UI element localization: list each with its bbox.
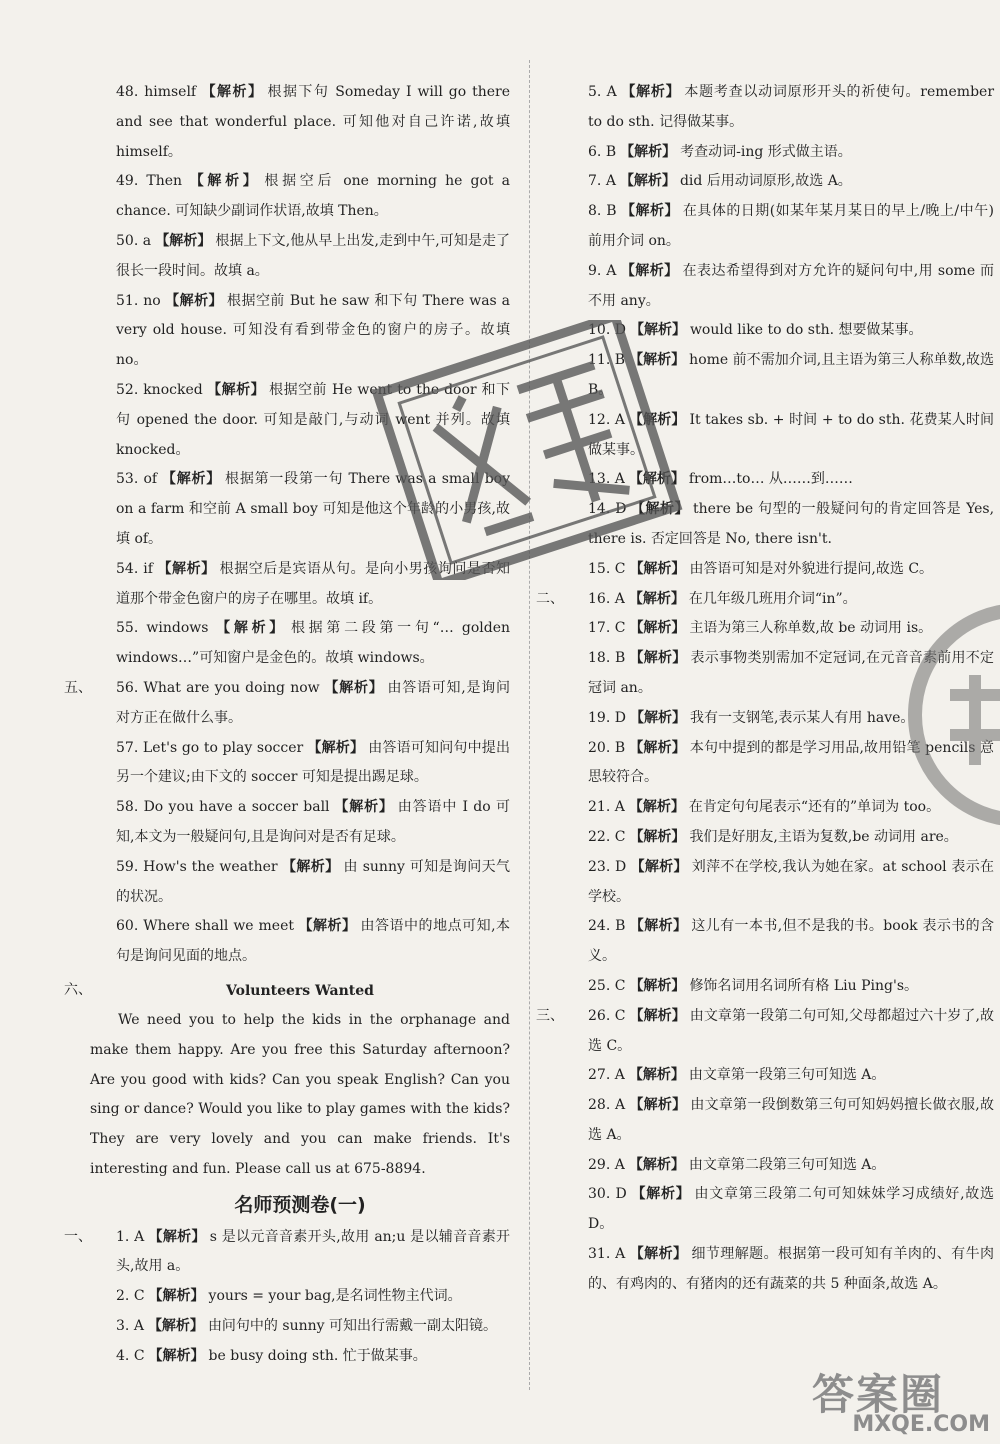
answer-item	[90, 465, 510, 554]
answer-text: How's the weather	[143, 858, 278, 875]
analysis-text: 我有一支钢笔,表示某人有用 have。	[689, 709, 915, 726]
analysis-tag: 【解析】	[619, 173, 676, 190]
answer-text: B	[614, 352, 626, 369]
question-number: 18.	[588, 650, 611, 667]
analysis-text: 根据空后是宾语从句。是向小男孩询问是否知道那个带金色窗户的房子在哪里。故填 if。	[116, 560, 511, 607]
analysis-tag: 【解析】	[212, 620, 287, 637]
answer-text: C	[614, 828, 626, 845]
answer-text: knocked	[143, 381, 203, 398]
analysis-text: 在表达希望得到对方允许的疑问句中,用 some 而不用 any。	[588, 262, 995, 309]
analysis-tag: 【解析】	[620, 84, 681, 100]
analysis-tag: 【解析】	[148, 1347, 205, 1364]
answer-item	[562, 346, 994, 406]
answer-text: C	[614, 1007, 626, 1024]
analysis-text: there be 句型的一般疑问句的肯定回答是 Yes, there is. 否定回答是 No, there isn't.	[588, 501, 995, 547]
analysis-text: be busy doing sth. 忙于做某事。	[208, 1347, 427, 1364]
answer-text: if	[143, 560, 153, 577]
analysis-text: 修饰名词用名词所有格 Liu Ping's。	[689, 977, 919, 994]
analysis-tag: 【解析】	[147, 1318, 204, 1335]
analysis-tag: 【解析】	[628, 590, 685, 607]
answer-item	[90, 227, 510, 287]
answer-text: C	[614, 620, 626, 637]
question-number: 55.	[116, 620, 139, 637]
answer-text: What are you doing now	[143, 679, 320, 696]
answer-text: B	[606, 203, 617, 220]
question-number: 60.	[116, 918, 139, 935]
analysis-text: yours = your bag,是名词性物主代词。	[208, 1288, 462, 1305]
question-number: 58.	[116, 799, 139, 816]
question-number: 12.	[588, 411, 611, 428]
answer-item	[90, 1312, 510, 1342]
analysis-text: 由答语可知问句中提出另一个建议;由下文的 soccer 可知是提出踢足球。	[116, 739, 511, 786]
analysis-tag: 【解析】	[186, 173, 261, 190]
answer-item	[562, 972, 994, 1002]
answer-text: A	[134, 1228, 145, 1245]
question-number: 27.	[588, 1067, 611, 1084]
question-number: 28.	[588, 1097, 611, 1114]
answer-item	[90, 614, 510, 674]
answer-item	[90, 1282, 510, 1312]
analysis-text: 根据空前 He went to the door 和下句 opened the door. 可知是敲门,与动词 went 并列。故填 knocked。	[116, 381, 510, 458]
analysis-text: 由文章第一段倒数第三句可知妈妈擅长做衣服,故选 A。	[588, 1097, 995, 1143]
answer-text: Then	[146, 173, 183, 190]
answer-text: D	[615, 858, 627, 875]
analysis-text: s 是以元音音素开头,故用 an;u 是以辅音音素开头,故用 a。	[116, 1228, 511, 1275]
analysis-tag: 【解析】	[628, 799, 685, 816]
analysis-tag: 【解析】	[630, 858, 688, 875]
analysis-text: would like to do sth. 想要做某事。	[689, 322, 923, 339]
answer-text: of	[143, 471, 158, 488]
answer-text: A	[614, 411, 625, 428]
section-number: 五、	[64, 679, 92, 696]
analysis-tag: 【解析】	[629, 918, 688, 935]
question-number: 19.	[588, 709, 611, 726]
section-number: 六、	[64, 981, 92, 998]
answer-item	[562, 167, 994, 197]
answer-item	[536, 585, 994, 615]
site-watermark	[800, 1362, 996, 1442]
answer-item	[64, 1223, 511, 1283]
analysis-tag: 【解析】	[333, 799, 394, 816]
question-number: 26.	[588, 1007, 611, 1024]
answer-item	[562, 853, 994, 913]
question-number: 53.	[116, 471, 139, 488]
analysis-text: 由文章第三段第二句可知妹妹学习成绩好,故选 D。	[588, 1186, 995, 1233]
answer-text: A	[606, 262, 617, 279]
analysis-tag: 【解析】	[629, 977, 686, 994]
analysis-tag: 【解析】	[628, 411, 686, 428]
question-number: 59.	[116, 858, 139, 875]
answer-text: B	[615, 918, 626, 935]
analysis-tag: 【解析】	[629, 352, 686, 369]
analysis-tag: 【解析】	[629, 709, 686, 726]
analysis-text: 由答语中的地点可知,本句是询问见面的地点。	[116, 918, 511, 965]
answer-item	[562, 1091, 994, 1151]
answer-item	[90, 167, 510, 227]
answer-text: Do you have a soccer ball	[143, 799, 330, 816]
analysis-tag: 【解析】	[630, 1186, 691, 1203]
analysis-text: 主语为第三人称单数,故 be 动词用 is。	[689, 620, 933, 637]
question-number: 23.	[588, 858, 611, 875]
analysis-text: 考查动词-ing 形式做主语。	[680, 143, 852, 160]
answer-item	[562, 406, 994, 466]
section-number: 一、	[64, 1228, 92, 1245]
answer-item	[90, 555, 510, 615]
answer-text: A	[614, 471, 625, 488]
question-number: 24.	[588, 918, 611, 935]
analysis-text: 根据空后 one morning he got a chance. 可知缺少副词作状语,故填 Then。	[116, 173, 511, 220]
analysis-text: 表示事物类别需加不定冠词,在元音音素前用不定冠词 an。	[588, 650, 995, 696]
analysis-text: 由问句中的 sunny 可知出行需戴一副太阳镜。	[207, 1318, 497, 1335]
question-number: 56.	[116, 679, 139, 696]
question-number: 22.	[588, 828, 611, 845]
analysis-text: did 后用动词原形,故选 A。	[679, 173, 852, 190]
answer-text: B	[614, 739, 626, 756]
answer-item	[562, 704, 994, 734]
question-number: 49.	[116, 173, 139, 190]
answer-text: A	[605, 173, 616, 190]
answer-item	[90, 376, 510, 465]
question-number: 21.	[588, 799, 611, 816]
question-number: 15.	[588, 560, 611, 577]
answer-item	[90, 1342, 510, 1372]
right-column	[536, 78, 995, 1300]
answer-item	[562, 793, 994, 823]
answer-text: D	[615, 501, 627, 518]
analysis-tag: 【解析】	[148, 1288, 205, 1305]
answer-item	[562, 465, 994, 495]
answer-item	[536, 1002, 994, 1062]
analysis-text: 细节理解题。根据第一段可知有羊肉的、有牛肉的、有鸡肉的、有猪肉的还有蔬菜的共 5 种面条,故选 A。	[588, 1246, 995, 1292]
column-divider	[529, 60, 530, 1390]
answer-text: B	[605, 143, 617, 160]
question-number: 25.	[588, 977, 611, 994]
analysis-tag: 【解析】	[148, 1228, 206, 1245]
analysis-tag: 【解析】	[281, 858, 340, 875]
question-number: 10.	[588, 322, 611, 339]
watermark-url: MXQE.COM	[852, 1412, 990, 1437]
analysis-text: 在肯定句句尾表示“还有的”单词为 too。	[688, 799, 941, 816]
question-number: 20.	[588, 739, 611, 756]
question-number: 11.	[588, 352, 611, 369]
analysis-text: 根据第一段第一句 There was a small boy on a farm 和空前 A small boy 可知是他这个年龄的小男孩,故填 of。	[116, 471, 511, 547]
analysis-text: 刘萍不在学校,我认为她在家。at school 表示在学校。	[588, 858, 995, 905]
question-number: 52.	[116, 381, 139, 398]
answer-text: A	[614, 1067, 625, 1084]
answer-item	[562, 1240, 994, 1300]
answer-text: a	[142, 232, 152, 249]
answer-item	[90, 287, 510, 376]
answer-item	[562, 823, 994, 853]
analysis-tag: 【解析】	[200, 84, 264, 100]
section-number: 二、	[536, 590, 564, 607]
analysis-tag: 【解析】	[629, 650, 687, 667]
analysis-text: 由答语可知,是询问对方正在做什么事。	[116, 679, 511, 726]
answer-text: C	[614, 560, 626, 577]
answer-item	[562, 197, 994, 257]
answer-item	[90, 853, 510, 913]
answer-text: B	[614, 650, 626, 667]
answer-item	[90, 912, 510, 972]
answer-item	[562, 1180, 994, 1240]
question-number: 50.	[116, 232, 139, 249]
analysis-text: 由文章第一段第二句可知,父母都超过六十岁了,故选 C。	[588, 1007, 994, 1054]
analysis-tag: 【解析】	[298, 918, 357, 935]
analysis-tag: 【解析】	[629, 828, 686, 845]
analysis-text: 本题考查以动词原形开头的祈使句。remember to do sth. 记得做某事。	[588, 84, 995, 130]
analysis-tag: 【解析】	[155, 232, 212, 249]
analysis-tag: 【解析】	[629, 322, 686, 339]
analysis-tag: 【解析】	[629, 1246, 688, 1263]
question-number: 1.	[116, 1228, 130, 1245]
answer-text: no	[143, 292, 161, 309]
analysis-text: 我们是好朋友,主语为复数,be 动词用 are。	[689, 828, 958, 845]
analysis-tag: 【解析】	[156, 560, 216, 577]
analysis-tag: 【解析】	[323, 679, 384, 696]
answer-item	[562, 1151, 994, 1181]
analysis-tag: 【解析】	[164, 292, 224, 309]
question-number: 16.	[588, 590, 611, 607]
question-number: 29.	[588, 1156, 611, 1173]
question-number: 48.	[116, 84, 139, 100]
question-number: 3.	[116, 1318, 130, 1335]
answer-item	[562, 257, 994, 317]
analysis-tag: 【解析】	[161, 471, 222, 488]
watermark-text: 答案圈	[812, 1370, 945, 1419]
answer-text: A	[614, 1156, 625, 1173]
analysis-tag: 【解析】	[628, 471, 685, 488]
analysis-text: 根据空前 But he saw 和下句 There was a very old house. 可知没有看到带金色的窗户的房子。故填 no。	[116, 292, 510, 369]
answer-item	[90, 78, 510, 167]
answer-item	[562, 1061, 994, 1091]
answer-item	[90, 734, 510, 794]
answer-text: A	[133, 1318, 144, 1335]
answer-text: Where shall we meet	[143, 918, 295, 935]
analysis-text: 本句中提到的都是学习用品,故用铅笔 pencils 意思较符合。	[588, 739, 995, 786]
answer-item	[562, 495, 994, 555]
analysis-text: from…to… 从……到……	[688, 471, 853, 488]
analysis-tag: 【解析】	[628, 1067, 685, 1084]
analysis-text: 根据第二段第一句“… golden windows…”可知窗户是金色的。故填 windows。	[116, 620, 510, 667]
left-column	[64, 78, 511, 1372]
analysis-text: 在几年级几班用介词“in”。	[688, 590, 857, 607]
question-number: 5.	[588, 84, 602, 100]
answer-item	[562, 734, 994, 794]
answer-item	[562, 614, 994, 644]
question-number: 13.	[588, 471, 611, 488]
analysis-text: 这儿有一本书,但不是我的书。book 表示书的含义。	[588, 918, 995, 965]
answer-item	[562, 78, 994, 138]
answer-text: A	[615, 1246, 626, 1263]
answer-item	[64, 674, 511, 734]
analysis-text: 在具体的日期(如某年某月某日的早上/晚上/中午)前用介词 on。	[588, 203, 995, 249]
essay-block	[64, 976, 510, 1185]
essay-title: Volunteers Wanted	[226, 982, 374, 999]
section-title: 名师预测卷(一)	[234, 1193, 366, 1216]
analysis-tag: 【解析】	[629, 620, 686, 637]
analysis-text: 由 sunny 可知是询问天气的状况。	[116, 858, 511, 905]
analysis-tag: 【解析】	[629, 1097, 687, 1114]
question-number: 30.	[588, 1186, 611, 1203]
answer-text: A	[606, 84, 617, 100]
question-number: 4.	[116, 1347, 130, 1364]
analysis-tag: 【解析】	[620, 262, 679, 279]
question-number: 57.	[116, 739, 139, 756]
analysis-tag: 【解析】	[620, 203, 679, 220]
answer-text: D	[614, 709, 626, 726]
analysis-text: It takes sb. + 时间 + to do sth. 花费某人时间做某事。	[588, 411, 995, 458]
question-number: 51.	[116, 292, 139, 309]
question-number: 17.	[588, 620, 611, 637]
analysis-text: 根据上下文,他从早上出发,走到中午,可知是走了很长一段时间。故填 a。	[116, 232, 510, 279]
essay-body: We need you to help the kids in the orphanage and make them happy. Are you free this Saturday afternoon? Are you good with kids? Can you speak English? Can you sing or dance? Would you like to play games with the kids? They are very lovely and you can make friends. It's interesting and fun. Please call us at 675-8894.	[90, 1011, 510, 1177]
answer-text: himself	[144, 84, 197, 100]
answer-text: Let's go to play soccer	[142, 739, 304, 756]
analysis-tag: 【解析】	[629, 1007, 686, 1024]
answer-text: A	[614, 590, 625, 607]
answer-text: D	[615, 1186, 627, 1203]
analysis-tag: 【解析】	[629, 739, 686, 756]
answer-item	[562, 316, 994, 346]
answer-text: C	[133, 1347, 145, 1364]
analysis-text: 根据下句 Someday I will go there and see that wonderful place. 可知他对自己许诺,故填 himself。	[116, 84, 511, 160]
question-number: 8.	[588, 203, 602, 220]
analysis-text: 由文章第二段第三句可知选 A。	[688, 1156, 886, 1173]
question-number: 31.	[588, 1246, 611, 1263]
answer-item	[90, 793, 510, 853]
answer-text: windows	[146, 620, 209, 637]
answer-text: A	[614, 799, 625, 816]
analysis-text: home 前不需加介词,且主语为第三人称单数,故选 B。	[588, 352, 995, 398]
question-number: 6.	[588, 143, 602, 160]
question-number: 7.	[588, 173, 602, 190]
answer-item	[562, 555, 994, 585]
question-number: 2.	[116, 1288, 130, 1305]
question-number: 54.	[116, 560, 139, 577]
answer-text: A	[614, 1097, 626, 1114]
answer-item	[562, 644, 994, 704]
answer-text: C	[614, 977, 626, 994]
analysis-tag: 【解析】	[628, 1156, 685, 1173]
analysis-text: 由答语中 I do 可知,本文为一般疑问句,且是询问对是否有足球。	[116, 799, 511, 845]
analysis-tag: 【解析】	[620, 143, 677, 160]
analysis-text: 由答语可知是对外貌进行提问,故选 C。	[689, 560, 934, 577]
answer-item	[562, 912, 994, 972]
question-number: 9.	[588, 262, 602, 279]
analysis-tag: 【解析】	[629, 560, 686, 577]
analysis-text: 由文章第一段第三句可知选 A。	[688, 1067, 886, 1084]
analysis-tag: 【解析】	[307, 739, 365, 756]
analysis-tag: 【解析】	[206, 381, 266, 398]
section-number: 三、	[536, 1007, 564, 1024]
analysis-tag: 【解析】	[630, 501, 689, 518]
answer-text: D	[614, 322, 626, 339]
answer-text: C	[133, 1288, 145, 1305]
answer-item	[562, 138, 994, 168]
question-number: 14.	[588, 501, 611, 518]
